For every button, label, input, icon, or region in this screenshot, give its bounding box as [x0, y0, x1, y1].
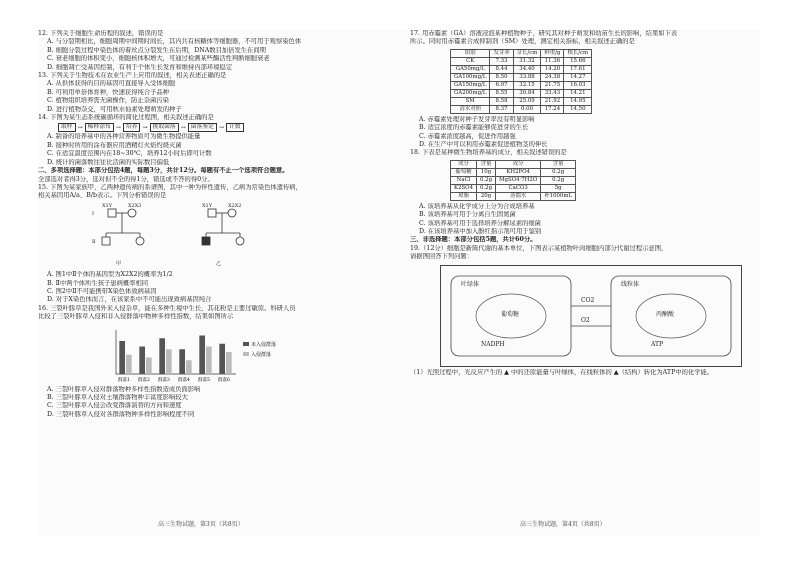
arrow-icon: →: [142, 123, 148, 131]
table-cell: 14.27: [564, 73, 592, 81]
question-text-line: A. 该培养基从化学成分上分为合成培养基: [419, 202, 535, 210]
table-cell: 33.43: [541, 89, 564, 97]
table-cell: K2SO4: [451, 184, 477, 192]
diversity-bar-chart: [98, 324, 288, 386]
pedigree-label: X2X3: [128, 202, 142, 209]
question-text-line: A. 从供体获得的目的基因可直接导入受体细胞: [47, 80, 176, 88]
table-cell: 11.36: [541, 57, 564, 65]
table-cell: 21.75: [541, 81, 564, 89]
question-text-line: D. 在该培养基中加入酚红指示剂可用于鉴别: [419, 228, 542, 236]
question-text-line: B. 细胞分裂过程中染色体的着丝点分裂发生在后期，DNA数目加倍发生在间期: [47, 46, 266, 54]
arrow-icon: →: [115, 123, 121, 131]
diagram-label: O2: [581, 316, 590, 324]
question-text-line: 12. 下列关于细胞生命历程的叙述，错误的是: [38, 30, 164, 37]
question-text-line: B. 该培养基可用于分离自生固氮菌: [419, 211, 516, 219]
question-text-line: 15. 下图为某家族甲、乙两种遗传病的系谱图，其中一种为伴性遗传，乙病为常染色体遗传病，: [38, 183, 302, 191]
table-cell: 含量: [477, 160, 496, 168]
table-cell: 0.2g: [541, 176, 576, 184]
pedigree-label: X2X2: [228, 202, 242, 209]
ga-results-table: [450, 49, 592, 114]
table-cell: 5g: [541, 184, 576, 192]
table-row: [451, 65, 592, 73]
question-text-line: 所示。同时用赤霉素合成抑制剂（SM）处理，测定相关指标，相关叙述正确的是: [410, 38, 635, 46]
chart-bar: [146, 357, 152, 374]
arrow-icon: →: [180, 123, 186, 131]
exam-sheet: [38, 30, 760, 535]
question-text-line: B. 三裂叶豚草入侵对土壤群落物种丰富度影响较大: [47, 393, 188, 401]
table-cell: 葡萄糖: [451, 168, 477, 176]
table-cell: 0.2g: [541, 168, 576, 176]
pedigree-label: X1Y: [202, 202, 213, 209]
chart-bar: [119, 341, 125, 374]
table-cell: GA100mg/L: [451, 73, 490, 81]
question-text-line: D. 三裂叶豚草入侵对各群落物种多样性影响程度不同: [47, 410, 195, 418]
table-cell: 14.50: [564, 105, 592, 113]
page-4-column: [410, 30, 755, 535]
flow-step: 菌落鉴定: [188, 123, 217, 132]
table-cell: 8.50: [490, 73, 513, 81]
diagram-label: 线粒体: [621, 280, 640, 288]
flow-step: 培养: [123, 123, 141, 132]
arrow-icon: →: [218, 123, 224, 131]
table-cell: 14.95: [564, 97, 592, 105]
chart-bar: [159, 338, 165, 374]
table-cell: GA50mg/L: [451, 65, 490, 73]
question-text-line: A. 图1中Ⅱ个体的基因型为X2X2的概率为1/2: [47, 271, 173, 279]
question-text-line: D. 对于X染色体而言，在该家系中不可能出现致病基因纯合: [47, 296, 212, 304]
table-cell: 8.44: [490, 65, 513, 73]
table-cell: GA200mg/L: [451, 89, 490, 97]
question-text-line: C. 赤霉素浓度越高，促进作用越强: [419, 132, 516, 140]
table-row: [451, 168, 576, 176]
table-cell: 20g: [477, 192, 496, 200]
page-3-footer: 高三生物试题，第3页（共8页）: [158, 520, 244, 528]
question-text-line: C. 图2中Ⅱ不可能携带X染色体致病基因: [47, 287, 157, 295]
chart-bar: [219, 343, 225, 373]
process-flow: [58, 123, 383, 132]
table-cell: 0.2g: [477, 176, 496, 184]
chart-tick-label: 群落2: [138, 377, 150, 383]
table-header: [451, 49, 592, 57]
question-19-1: （1）光照过程中，光反应产生的 ▲ 中的还原能量与叶绿体，在线粒体的 ▲（结构）转化为ATP中的化学能。: [410, 368, 714, 376]
legend-swatch: [243, 342, 249, 346]
table-cell: 8.58: [490, 97, 513, 105]
chart-tick-label: 群落6: [218, 377, 230, 383]
table-cell: 蒸馏水: [496, 192, 541, 200]
diagram-label: ATP: [651, 340, 664, 348]
table-cell: KH2PO4: [496, 168, 541, 176]
chart-bar: [226, 352, 232, 374]
question-text-line: A. 制备的培养基中的各种营养物质可为微生物提供能量: [47, 133, 201, 141]
pedigree-label: 甲: [116, 260, 122, 267]
table-cell: 33.88: [513, 73, 541, 81]
table-cell: 17.24: [541, 105, 564, 113]
table-row: [451, 184, 576, 192]
table-cell: 0.2g: [477, 184, 496, 192]
table-cell: 鲜重/g: [541, 49, 564, 57]
table-cell: 31.32: [513, 57, 541, 65]
question-text-line: A. 赤霉素处理对种子发芽率没有明显影响: [419, 115, 535, 123]
table-row: [451, 97, 592, 105]
chart-bar: [206, 346, 212, 374]
question-text-line: 18. 下表是某种微生物培养基的成分，相关叙述错误的是: [410, 149, 567, 157]
question-text-line: 全部选对者得3分，选对但不全的得1分，错选或不答的得0分。: [38, 175, 214, 183]
diagram-label: 丙酮酸: [656, 310, 675, 318]
question-text-line: B. 可利用单倍体育种，快速获得纯合子品种: [47, 88, 169, 96]
question-text-line: 三、非选择题：本部分包括5题，共计60分。: [410, 236, 537, 244]
chart-axis: [116, 330, 236, 374]
question-text-line: C. 在适宜温度范围内在18~30℃，培养12小时后即可计数: [47, 150, 212, 158]
diagram-label: 葡萄糖: [501, 310, 520, 318]
question-text-line: B. 适宜浓度的赤霉素能够促进芽的生长: [419, 124, 529, 132]
table-cell: MgSO4·7H2O: [496, 176, 541, 184]
chart-tick-label: 群落1: [118, 377, 130, 383]
table-cell: 17.61: [564, 65, 592, 73]
table-cell: 8.55: [490, 89, 513, 97]
question-text-line: C. 衰老细胞的体积变小，细胞核体积增大，可通过检测某些酶活性判断细胞衰老: [47, 55, 270, 63]
question-text-line: D. 在生产中可以利用赤霉素促进植物茎的伸长: [419, 141, 548, 149]
question-text-line: B. 接种时所用的涂布器应用酒精灯火焰灼烧灭菌: [47, 141, 182, 149]
table-row: [451, 73, 592, 81]
table-cell: 成分: [451, 160, 477, 168]
legend-label: 未入侵群落: [251, 341, 277, 348]
flow-step: 取样: [58, 123, 76, 132]
question-text-line: 比较了三裂叶豚草入侵和非入侵群落中物种多样性指数，结果如图所示: [38, 313, 234, 321]
diagram-label: NADPH: [481, 340, 505, 348]
question-text-line: 二、多项选择题：本部分包括4题，每题3分，共计12分。每题有不止一个选项符合题意。: [38, 167, 289, 175]
arrow-icon: →: [77, 123, 83, 131]
table-cell: 6.97: [490, 81, 513, 89]
table-cell: 14.21: [564, 89, 592, 97]
flow-step: 挑取菌落: [150, 123, 179, 132]
table-row: [451, 176, 576, 184]
question-text-line: 17. 用赤霉素（GA）溶液浸泡某种植物种子，研究其对种子萌发和幼苗生长的影响，结果如下表: [410, 30, 678, 37]
flow-step: 稀释涂布: [85, 123, 114, 132]
table-cell: 25.09: [513, 97, 541, 105]
question-text-line: D. 细胞凋亡受基因控制，有利于个体生长发育和维持内部环境稳定: [47, 63, 233, 71]
chart-bar: [166, 349, 172, 374]
metabolism-diagram: [440, 265, 742, 367]
chart-bar: [179, 349, 185, 374]
question-text-line: A. 与分裂期相比，细胞周期中间期时间长，其内共有核糖体等细胞器，不可用于观察染色体: [47, 38, 302, 46]
question-text-line: 相关基因用A/a、B/b表示。下列分析错误的是: [38, 192, 167, 200]
page-3-column: [38, 30, 383, 535]
table-cell: 15.66: [564, 57, 592, 65]
question-text-line: B. Ⅱ中两个体所生孩子患病概率相同: [47, 279, 149, 287]
table-cell: 10g: [477, 168, 496, 176]
question-text-line: 14. 下图为某生态系统碳循环的简化过程图，相关叙述正确的是: [38, 114, 214, 122]
table-cell: 芽长/cm: [513, 49, 541, 57]
question-text-line: C. 三裂叶豚草入侵会改变群落演替的方向和速度: [47, 402, 182, 410]
question-text-line: C. 植物组织培养需无菌操作，防止杂菌污染: [47, 97, 169, 105]
question-text-line: 请据图回答下列问题：: [410, 253, 473, 261]
table-cell: 琼脂: [451, 192, 477, 200]
page-4-footer: 高三生物试题，第4页（共8页）: [520, 520, 606, 528]
chart-tick-label: 群落3: [158, 377, 170, 383]
chart-bar: [199, 335, 205, 374]
table-cell: 34.40: [513, 65, 541, 73]
question-text-line: 16. 三裂叶豚草是我国外来入侵杂草，能在多种生境中生长，其花粉是主要过敏原。科研人员: [38, 304, 296, 312]
table-cell: 清水对照: [451, 105, 490, 113]
table-cell: CaCO3: [496, 184, 541, 192]
table-cell: 14.20: [541, 65, 564, 73]
table-cell: 21.92: [541, 97, 564, 105]
question-text-line: A. 三裂叶豚草入侵对群落物种多样性指数造成负面影响: [47, 385, 201, 393]
table-cell: 16.03: [564, 81, 592, 89]
pedigree-label: Ⅱ: [92, 238, 96, 245]
table-header: [451, 160, 576, 168]
table-cell: 组别: [451, 49, 490, 57]
medium-composition-table: [450, 160, 576, 201]
chart-bar: [126, 354, 132, 373]
table-cell: 发芽率: [490, 49, 513, 57]
legend-label: 入侵群落: [251, 351, 272, 358]
legend-swatch: [243, 352, 249, 356]
table-row: [451, 89, 592, 97]
table-cell: 8.37: [490, 105, 513, 113]
table-cell: NaCl: [451, 176, 477, 184]
table-row: [451, 192, 576, 200]
chart-tick-label: 群落5: [198, 377, 210, 383]
pedigree-label: X1Y: [102, 202, 113, 209]
question-text-line: 13. 下列关于生物技术在农业生产上应用的叙述，相关表述正确的是: [38, 72, 227, 80]
table-cell: CK: [451, 57, 490, 65]
table-cell: GA150mg/L: [451, 81, 490, 89]
table-cell: 含量: [541, 160, 576, 168]
table-cell: 成分: [496, 160, 541, 168]
table-row: [451, 81, 592, 89]
table-cell: 0.00: [513, 105, 541, 113]
table-row: [451, 105, 592, 113]
pedigree-label: Ⅰ: [92, 210, 94, 217]
question-text-line: D. 进行植物杂交，可用秋水仙素处理萌发的种子: [47, 105, 182, 113]
chart-bar: [186, 360, 192, 374]
question-text-line: 19.（12分）细胞是新陈代谢的基本单位，下图表示某植物叶肉细胞内部分代谢过程示意图，: [410, 244, 668, 252]
chart-bar: [139, 346, 145, 374]
table-cell: 24.38: [541, 73, 564, 81]
table-row: [451, 57, 592, 65]
flow-step: 计数: [226, 123, 244, 132]
table-cell: 7.33: [490, 57, 513, 65]
pedigree-label: 乙: [216, 260, 222, 267]
table-cell: 补1000mL: [541, 192, 576, 200]
table-cell: SM: [451, 97, 490, 105]
question-text-line: D. 统计的菌落数往往比活菌的实际数目偏低: [47, 158, 170, 166]
question-text-line: C. 该培养基可用于选择培养分解尿素的细菌: [419, 219, 541, 227]
diagram-label: CO2: [581, 296, 595, 304]
table-cell: 30.84: [513, 89, 541, 97]
diagram-label: 叶绿体: [461, 280, 480, 288]
chart-tick-label: 群落4: [178, 377, 190, 383]
table-cell: 根长/cm: [564, 49, 592, 57]
table-cell: 32.15: [513, 81, 541, 89]
pedigree-diagram: [88, 203, 288, 267]
